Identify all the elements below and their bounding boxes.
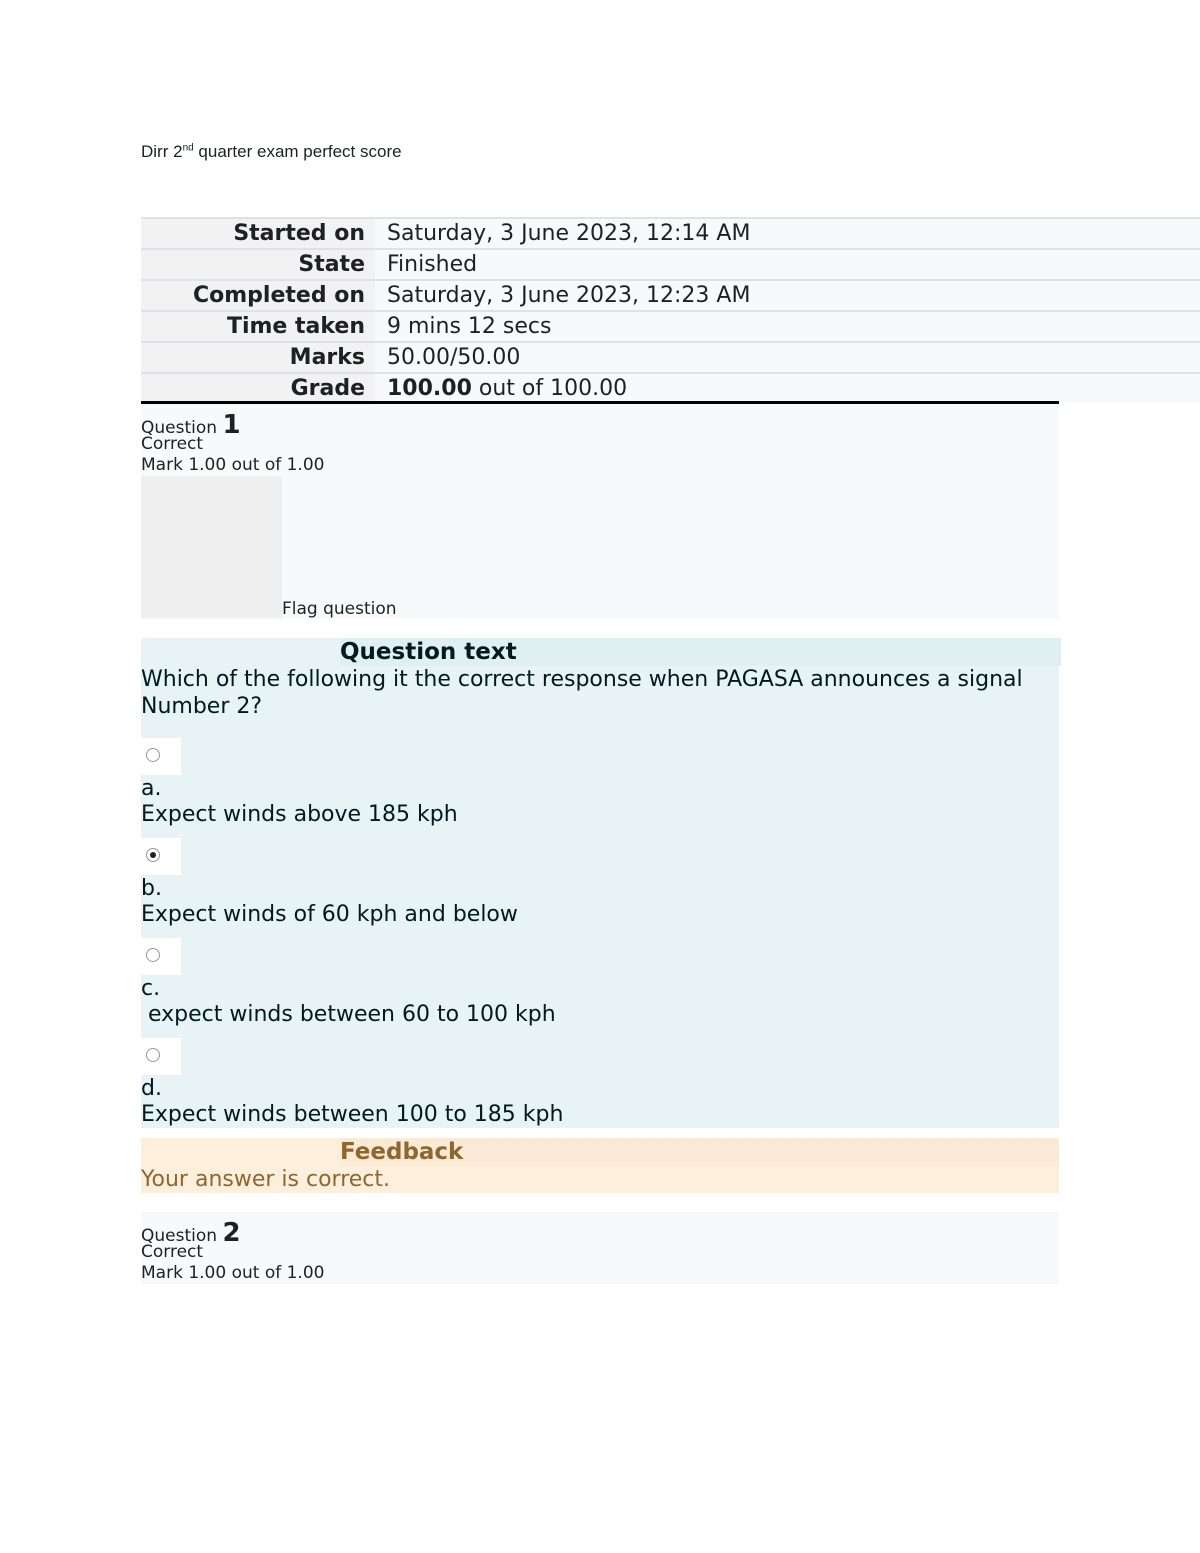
summary-label: Marks [141,343,375,372]
summary-value: Finished [375,250,1200,279]
question-grade: Mark 1.00 out of 1.00 [141,455,325,475]
summary-row-state [141,248,1200,279]
radio-button[interactable] [146,1048,160,1062]
summary-value: Saturday, 3 June 2023, 12:14 AM [375,219,1200,248]
radio-container [141,838,181,875]
quiz-summary-table [141,217,1200,403]
summary-label: Time taken [141,312,375,341]
radio-button[interactable] [146,948,160,962]
summary-label: Grade [141,374,375,403]
feedback-heading: Feedback [340,1138,1059,1166]
summary-label: Completed on [141,281,375,310]
summary-label: State [141,250,375,279]
summary-row-started [141,217,1200,248]
radio-button-selected[interactable] [146,848,160,862]
question-1-content [141,638,1059,1128]
question-1-feedback [141,1138,1059,1193]
flag-icon[interactable] [141,476,282,618]
summary-row-time-taken [141,310,1200,341]
summary-row-completed [141,279,1200,310]
summary-value: 9 mins 12 secs [375,312,1200,341]
radio-container [141,938,181,975]
radio-container [141,1038,181,1075]
answer-letter: b. [141,876,162,901]
question-state: Correct [141,1242,204,1262]
answer-text: Expect winds above 185 kph [141,802,458,827]
summary-row-marks [141,341,1200,372]
radio-container [141,738,181,775]
question-text-heading: Question text [340,638,1061,666]
answer-letter: c. [141,976,161,1001]
summary-label: Started on [141,219,375,248]
summary-row-grade [141,372,1200,403]
answer-letter: a. [141,776,162,801]
question-1-info [141,404,1059,619]
answer-text: Expect winds between 100 to 185 kph [141,1102,564,1127]
grade-total: out of 100.00 [471,376,628,401]
question-text: Which of the following it the correct response when PAGASA announces a signal Number 2? [141,667,1023,719]
question-state: Correct [141,434,204,454]
summary-value: Saturday, 3 June 2023, 12:23 AM [375,281,1200,310]
flag-question-link[interactable]: Flag question [282,599,397,619]
answer-text: Expect winds of 60 kph and below [141,902,518,927]
radio-button[interactable] [146,748,160,762]
document-title: Dirr 2nd quarter exam perfect score [141,142,402,161]
question-grade: Mark 1.00 out of 1.00 [141,1263,325,1283]
question-2-info [141,1212,1059,1284]
question-number: Question 1 [141,410,241,440]
grade-score: 100.00 [387,376,472,401]
question-number: Question 2 [141,1218,241,1248]
answer-text: expect winds between 60 to 100 kph [141,1002,556,1027]
summary-value: 50.00/50.00 [375,343,1200,372]
summary-value [375,374,1200,403]
feedback-text: Your answer is correct. [141,1167,391,1192]
answer-letter: d. [141,1076,162,1101]
